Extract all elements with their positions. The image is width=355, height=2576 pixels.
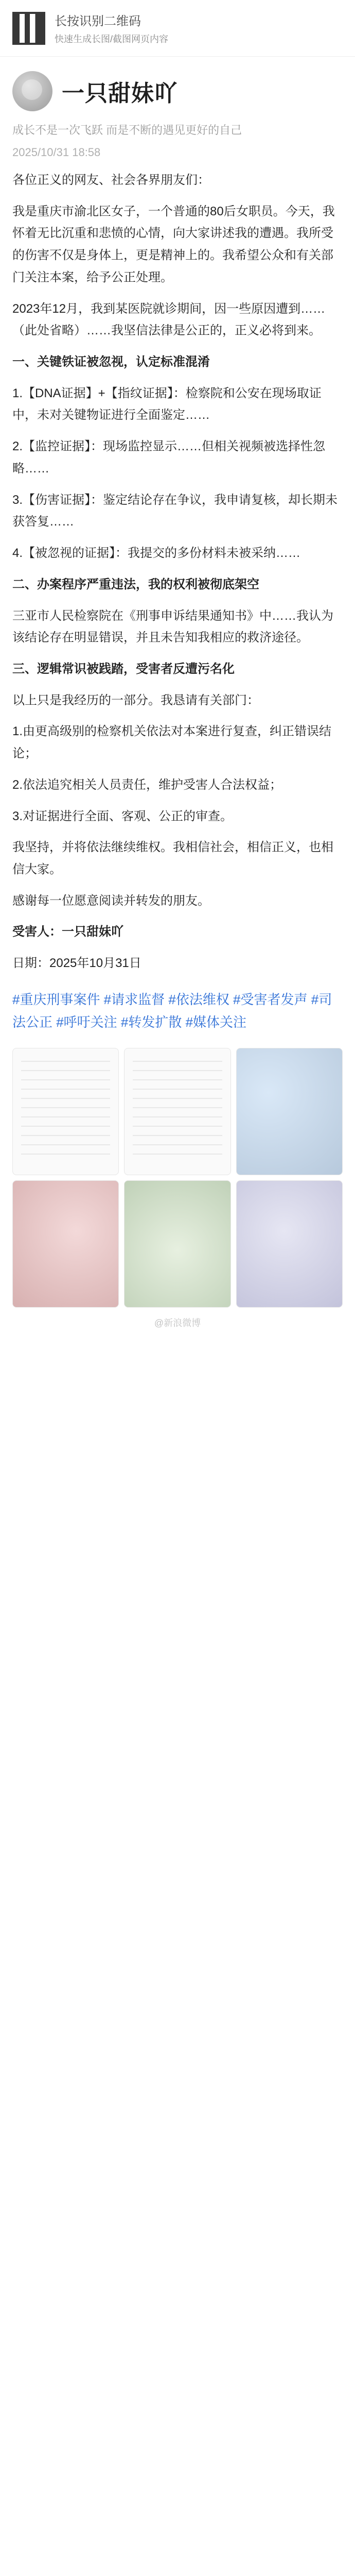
watermark: @新浪微博: [154, 1318, 201, 1329]
paragraph: 2.【监控证据】：现场监控显示……但相关视频被选择性忽略……: [12, 439, 326, 476]
image-thumbnail[interactable]: [236, 1048, 343, 1175]
image-thumbnail[interactable]: [12, 1048, 119, 1175]
top-qr-line1: 长按识别二维码: [55, 14, 141, 28]
post-date: 2025/10/31 18:58: [12, 146, 101, 159]
paragraph: 3.【伤害证据】：鉴定结论存在争议，我申请复核，却长期未获答复……: [12, 493, 338, 529]
top-qr-line2: 快速生成长图/截图网页内容: [55, 34, 168, 44]
signature-date: 日期：2025年10月31日: [12, 956, 141, 971]
paragraph: 4.【被忽视的证据】：我提交的多份材料未被采纳……: [12, 546, 301, 561]
profile-subtitle: 成长不是一次飞跃 而是不断的遇见更好的自己: [12, 124, 242, 137]
image-thumbnail[interactable]: [124, 1048, 230, 1175]
paragraph: 我坚持，并将依法继续维权。我相信社会，相信正义，也相信大家。: [12, 840, 333, 876]
paragraph: 我是重庆市渝北区女子，一个普通的80后女职员。今天，我怀着无比沉重和悲愤的心情，向大家讲述我的遭遇。我所受的伤害不仅是身体上，更是精神上的。我希望公众和有关部门关注本案，给予公正处理。: [12, 204, 335, 284]
hashtags[interactable]: #重庆刑事案件 #请求监督 #依法维权 #受害者发声 #司法公正 #呼吁关注 #转发扩散 #媒体关注: [12, 991, 332, 1030]
paragraph: 3.对证据进行全面、客观、公正的审查。: [12, 809, 233, 823]
top-qr-text: [55, 11, 168, 45]
profile-header: [0, 57, 355, 116]
article-body: [0, 159, 355, 975]
top-qr-banner[interactable]: [0, 0, 355, 57]
avatar: [12, 71, 52, 111]
profile-name: 一只甜妹吖: [62, 81, 177, 106]
signature: 受害人：一只甜妹吖: [12, 925, 123, 939]
image-grid: [12, 1048, 343, 1308]
section-title: 二、办案程序严重违法，我的权利被彻底架空: [12, 577, 259, 591]
section-title: 三、逻辑常识被践踏，受害者反遭污名化: [12, 662, 235, 676]
paragraph: 以上只是我经历的一部分。我恳请有关部门：: [12, 693, 259, 707]
paragraph: 各位正义的网友、社会各界朋友们：: [12, 173, 210, 187]
paragraph: 1.【DNA证据】+【指纹证据】：检察院和公安在现场取证中，未对关键物证进行全面鉴定……: [12, 386, 322, 422]
image-thumbnail[interactable]: [236, 1180, 343, 1308]
paragraph: 1.由更高级别的检察机关依法对本案进行复查，纠正错误结论；: [12, 724, 332, 761]
paragraph: 三亚市人民检察院在《刑事申诉结果通知书》中……我认为该结论存在明显错误，并且未告知我相应的救济途径。: [12, 608, 333, 645]
paragraph: 感谢每一位愿意阅读并转发的朋友。: [12, 893, 210, 908]
paragraph: 2023年12月，我到某医院就诊期间，因一些原因遭到……（此处省略）……我坚信法律是公正的，正义必将到来。: [12, 301, 326, 338]
qr-code-icon[interactable]: [12, 12, 45, 45]
image-thumbnail[interactable]: [12, 1180, 119, 1308]
paragraph: 2.依法追究相关人员责任，维护受害人合法权益；: [12, 777, 282, 792]
image-thumbnail[interactable]: [124, 1180, 230, 1308]
section-title: 一、关键铁证被忽视，认定标准混淆: [12, 355, 210, 369]
